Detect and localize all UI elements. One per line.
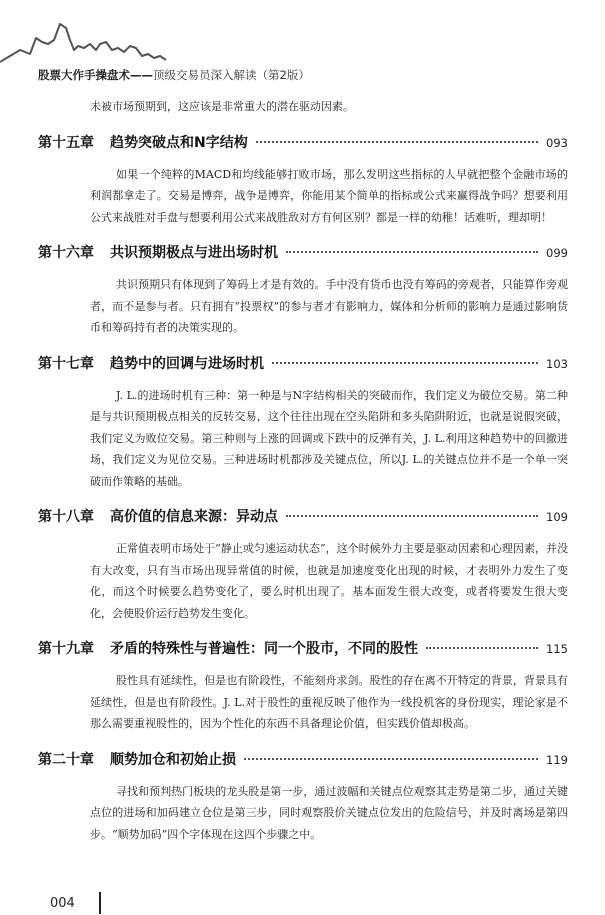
chapter-heading[interactable] — [38, 638, 568, 662]
chapter-title: 高价值的信息来源：异动点 — [110, 509, 278, 525]
toc-entry — [38, 132, 568, 229]
chapter-number: 第二十章 — [38, 751, 94, 768]
chapter-heading[interactable] — [38, 506, 568, 530]
chapter-page: 093 — [546, 135, 568, 150]
chapter-page: 103 — [546, 356, 568, 371]
chapter-heading[interactable] — [38, 132, 568, 156]
chapter-summary: 共识预期只有体现到了筹码上才是有效的。手中没有货币也没有筹码的旁观者，只能算作旁观者，而不是参与者。只有拥有“投票权”的参与者才有影响力，媒体和分析师的影响力是通过影响货币和筹码持有者的决策实现的。 — [90, 278, 568, 334]
chapter-title: 矛盾的特殊性与普遍性：同一个股市，不同的股性 — [110, 641, 418, 657]
toc-entry — [38, 242, 568, 339]
chapter-summary: 寻找和预判热门板块的龙头股是第一步，通过波幅和关键点位观察其走势是第二步，通过关键点位的进场和加码建立仓位是第三步，同时观察股价关键点位发出的危险信号，并及时离场是第四步。“顺势加码”四个字体现在这四个步骤之中。 — [90, 784, 568, 841]
toc-entry — [38, 749, 568, 846]
toc-content — [38, 96, 568, 845]
chapter-title: 趋势中的回调与进场时机 — [110, 355, 264, 372]
intro-text: 未被市场预期到，这应该是非常重大的潜在驱动因素。 — [90, 100, 354, 113]
chapter-summary: 正常值表明市场处于“静止或匀速运动状态”，这个时候外力主要是驱动因素和心理因素，并没有大改变，只有当市场出现异常值的时候，也就是加速度变化出现的时候，才表明外力发生了变化，而这个时候要么趋势变化了，要么时机出现了。基本面发生很大改变，或者将要发生很大变化，会使股价运行趋势发生变化。 — [90, 542, 568, 620]
chapter-page: 115 — [546, 642, 568, 656]
leader-dots — [286, 251, 538, 253]
toc-entry — [38, 638, 568, 735]
chapter-heading[interactable] — [38, 242, 568, 266]
book-title: 股票大作手操盘术—— — [38, 68, 153, 82]
toc-entry — [38, 353, 568, 493]
header-decoration — [0, 0, 605, 70]
leader-dots — [272, 362, 538, 364]
chapter-page: 099 — [546, 246, 568, 260]
leader-dots — [426, 647, 538, 649]
chapter-summary: 如果一个纯粹的MACD和均线能够打败市场，那么发明这些指标的人早就把整个金融市场的利润都拿走了。交易是博弈，战争是博弈，你能用某个简单的指标或公式来赢得战争吗？想要利用公式来战胜对手盘与想要利用公式来战胜敌对方有何区别？都是一样的幼稚！话难听，理却明！ — [90, 167, 568, 224]
chapter-title: 顺势加仓和初始止损 — [110, 751, 236, 768]
chapter-summary: J. L.的进场时机有三种：第一种是与N字结构相关的突破而作，我们定义为破位交易。第二种是与共识预期极点相关的反转交易，这个往往出现在空头陷阱和多头陷阱附近，也就是说假突破，我们定义为败位交易。第三种则与上涨的回调或下跌中的反弹有关，J. L.利用这种趋势中的回撤进场，我们定义为见位交易。三种进场时机都涉及关键点位，所以J. L.的关键点位并不是一个单一突破而作策略的基础。 — [90, 388, 568, 488]
chapter-heading[interactable] — [38, 749, 568, 773]
leader-dots — [286, 515, 538, 517]
chapter-summary: 股性具有延续性，但是也有阶段性，不能刻舟求剑。股性的存在离不开特定的背景，背景具有延续性，但是也有阶段性。J. L.对于股性的重视反映了他作为一线投机客的身份现实，理论家是不那么需要重视股性的，因为个性化的东西不具备理论价值，但实践价值却极高。 — [90, 674, 568, 730]
chapter-number: 第十五章 — [38, 134, 94, 151]
running-header — [38, 68, 310, 82]
leader-dots — [244, 758, 538, 760]
page-footer — [50, 892, 101, 914]
chapter-number: 第十九章 — [38, 641, 94, 657]
leader-dots — [256, 141, 538, 143]
chapter-page: 109 — [546, 510, 568, 524]
toc-entry — [38, 506, 568, 624]
stock-line-art — [0, 24, 166, 62]
chapter-page: 119 — [546, 752, 568, 767]
chapter-heading[interactable] — [38, 353, 568, 377]
chapter-number: 第十六章 — [38, 245, 94, 261]
chapter-number: 第十八章 — [38, 509, 94, 525]
chapter-title: 共识预期极点与进出场时机 — [110, 245, 278, 261]
chapter-number: 第十七章 — [38, 355, 94, 372]
page-number: 004 — [50, 895, 75, 911]
footer-divider — [99, 892, 101, 914]
chapter-title: 趋势突破点和N字结构 — [110, 134, 248, 151]
book-subtitle: 顶级交易员深入解读（第2版） — [153, 68, 310, 82]
